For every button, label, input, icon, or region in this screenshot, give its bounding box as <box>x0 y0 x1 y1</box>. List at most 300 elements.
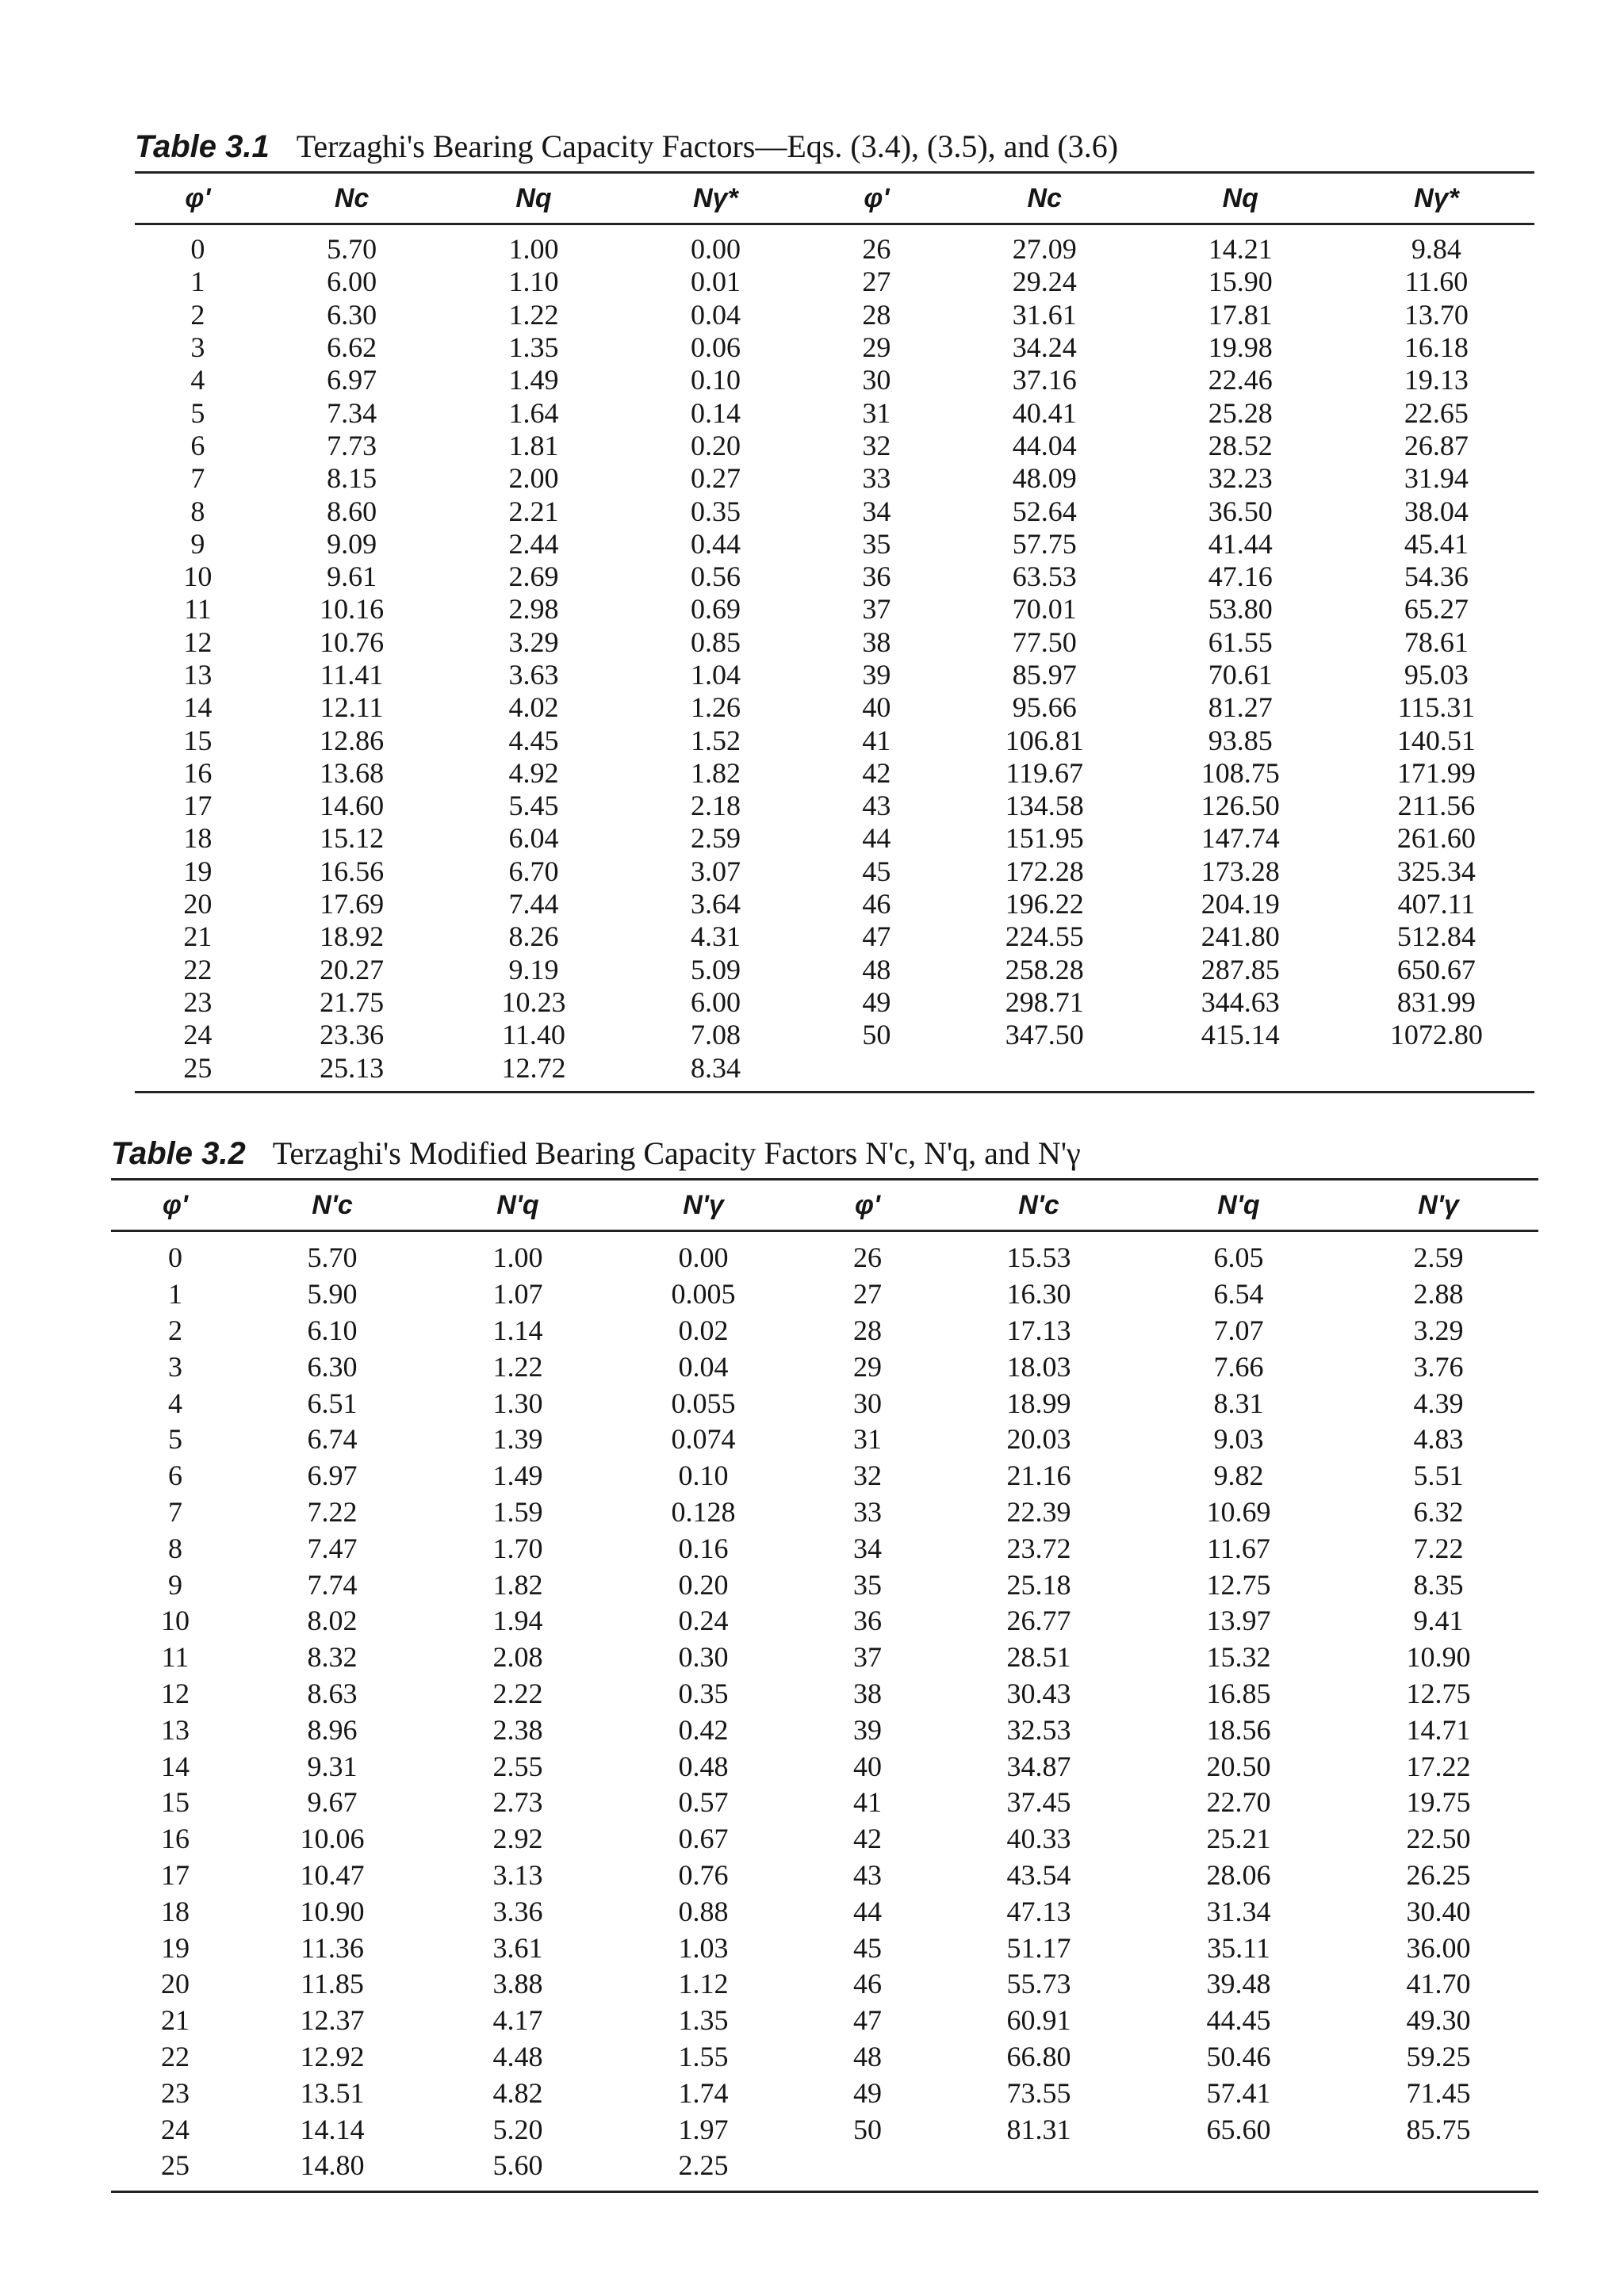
table-cell: 0.85 <box>690 626 741 658</box>
table-cell: 18.03 <box>1006 1350 1071 1383</box>
table-row <box>135 855 1534 888</box>
table-cell: 1.03 <box>678 1931 729 1964</box>
column-header: φ' <box>135 173 261 224</box>
table-cell: 41.44 <box>1208 527 1273 560</box>
table-cell: 2.18 <box>690 790 741 822</box>
table-cell: 13 <box>183 659 213 691</box>
table-cell: 77.50 <box>1012 626 1077 658</box>
table-cell: 71.45 <box>1406 2076 1471 2109</box>
table-cell: 0.04 <box>690 298 741 331</box>
table-3-2-grid <box>111 1178 1538 2193</box>
table-cell: 22.46 <box>1208 364 1273 396</box>
table-cell: 34.24 <box>1012 331 1077 364</box>
column-header: N'c <box>939 1180 1139 1231</box>
table-cell: 2.44 <box>508 527 559 560</box>
table-cell <box>796 2148 939 2191</box>
table-cell: 32.53 <box>1006 1713 1071 1746</box>
table-cell: 55.73 <box>1006 1968 1071 2000</box>
table-cell: 0.00 <box>678 1242 729 1274</box>
table-cell: 28.06 <box>1206 1858 1271 1891</box>
table-cell: 9.84 <box>1411 233 1461 266</box>
table-cell: 36 <box>862 561 891 593</box>
table-cell: 41.70 <box>1406 1968 1471 2000</box>
table-cell: 24 <box>183 1019 213 1051</box>
table-cell: 2.25 <box>611 2148 796 2191</box>
table-cell: 25 <box>135 1051 261 1092</box>
column-header: Nγ* <box>1339 173 1534 224</box>
table-cell: 1.30 <box>492 1387 543 1419</box>
table-cell <box>1339 2148 1538 2191</box>
table-cell: 4.45 <box>508 724 559 756</box>
column-header: Nq <box>442 173 624 224</box>
table-cell: 50 <box>862 1019 891 1051</box>
table-cell: 4.17 <box>492 2004 543 2037</box>
table-cell: 7.44 <box>508 888 559 920</box>
table-cell: 63.53 <box>1012 561 1077 593</box>
table-row <box>111 1893 1538 1930</box>
table-cell: 81.27 <box>1208 691 1273 724</box>
table-cell: 17.13 <box>1006 1314 1071 1346</box>
table-cell: 2.08 <box>492 1641 543 1674</box>
table-cell: 5.60 <box>425 2148 611 2191</box>
table-cell: 3.29 <box>1413 1314 1464 1346</box>
table-cell: 37.45 <box>1006 1786 1071 1819</box>
table-cell: 4.31 <box>690 920 741 953</box>
table-row <box>135 691 1534 724</box>
table-cell: 13.97 <box>1206 1605 1271 1637</box>
table-cell: 287.85 <box>1201 953 1280 985</box>
table-cell: 6.74 <box>307 1423 358 1456</box>
table-cell: 6.54 <box>1213 1278 1264 1311</box>
table-cell: 41 <box>853 1786 882 1819</box>
table-cell: 36.00 <box>1406 1931 1471 1964</box>
table-cell: 1.22 <box>492 1350 543 1383</box>
table-cell: 14 <box>183 691 213 724</box>
table-cell: 831.99 <box>1396 985 1476 1018</box>
table-cell: 6.10 <box>307 1314 358 1346</box>
table-cell: 7.34 <box>327 396 377 429</box>
table-3-1 <box>135 127 1534 1093</box>
table-cell: 15 <box>161 1786 190 1819</box>
table-cell: 20.03 <box>1006 1423 1071 1456</box>
table-cell: 2.00 <box>508 462 559 495</box>
table-cell: 7.08 <box>690 1019 741 1051</box>
table-cell: 40 <box>862 691 891 724</box>
table-row <box>111 2111 1538 2148</box>
table-cell: 0.14 <box>690 396 741 429</box>
table-cell: 41 <box>862 724 891 756</box>
table-cell: 0.30 <box>678 1641 729 1674</box>
table-cell: 8.32 <box>307 1641 358 1674</box>
table-cell: 10.23 <box>501 985 566 1018</box>
table-cell: 7.73 <box>327 429 377 461</box>
table-cell: 6.30 <box>327 298 377 331</box>
table-cell: 16 <box>161 1823 190 1855</box>
table-cell: 37 <box>853 1641 882 1674</box>
table-cell: 8.31 <box>1213 1387 1264 1419</box>
table-cell: 47 <box>853 2004 882 2037</box>
table-cell: 134.58 <box>1005 790 1084 822</box>
table-cell: 7.66 <box>1213 1350 1264 1383</box>
table-cell: 48 <box>862 953 891 985</box>
table-row <box>135 224 1534 266</box>
table-cell: 2.59 <box>1413 1242 1464 1274</box>
table-row <box>111 1231 1538 1276</box>
table-cell: 10 <box>183 561 213 593</box>
table-cell: 0.04 <box>678 1350 729 1383</box>
table-cell: 22.50 <box>1406 1823 1471 1855</box>
table-cell: 3.63 <box>508 659 559 691</box>
table-cell: 20 <box>183 888 213 920</box>
table-cell: 22.65 <box>1404 396 1469 429</box>
table-cell: 0.35 <box>690 495 741 527</box>
table-cell: 0 <box>190 233 205 266</box>
table-cell: 8.34 <box>625 1051 806 1092</box>
table-row <box>135 430 1534 462</box>
table-cell: 6.30 <box>307 1350 358 1383</box>
table-cell: 26 <box>853 1242 882 1274</box>
table-row <box>135 790 1534 822</box>
table-cell: 4.83 <box>1413 1423 1464 1456</box>
table-cell: 26.25 <box>1406 1858 1471 1891</box>
table-cell: 3.76 <box>1413 1350 1464 1383</box>
table-cell: 30.40 <box>1406 1895 1471 1927</box>
table-cell: 0.35 <box>678 1677 729 1709</box>
table-cell: 0.48 <box>678 1750 729 1782</box>
table-row <box>135 724 1534 756</box>
table-row <box>135 331 1534 364</box>
table-cell: 3.88 <box>492 1968 543 2000</box>
column-header: Nq <box>1143 173 1339 224</box>
table-cell: 50 <box>853 2113 882 2145</box>
table-cell: 224.55 <box>1005 920 1084 953</box>
table-cell: 30 <box>862 364 891 396</box>
table-cell: 298.71 <box>1005 985 1084 1018</box>
table-row <box>135 299 1534 331</box>
table-cell: 5.90 <box>307 1278 358 1311</box>
table-cell: 2.73 <box>492 1786 543 1819</box>
table-cell: 2.59 <box>690 822 741 855</box>
table-cell: 10.16 <box>320 593 385 626</box>
table-cell: 1.97 <box>678 2113 729 2145</box>
table-cell: 13.68 <box>320 756 385 789</box>
table-cell: 78.61 <box>1404 626 1469 658</box>
table-cell: 60.91 <box>1006 2004 1071 2037</box>
table-cell: 2.88 <box>1413 1278 1464 1311</box>
table-cell: 19 <box>183 855 213 887</box>
table-cell: 53.80 <box>1208 593 1273 626</box>
table-cell: 6.51 <box>307 1387 358 1419</box>
table-cell: 42 <box>862 756 891 789</box>
table-cell: 5.51 <box>1413 1460 1464 1492</box>
table-cell: 57.75 <box>1012 527 1077 560</box>
table-cell: 12 <box>183 626 213 658</box>
table-cell: 5.70 <box>307 1242 358 1274</box>
table-row <box>135 920 1534 953</box>
table-cell: 11 <box>184 593 212 626</box>
table-cell: 40 <box>853 1750 882 1782</box>
table-cell: 11.36 <box>301 1931 364 1964</box>
table-cell: 35.11 <box>1207 1931 1270 1964</box>
table-cell: 6 <box>168 1460 182 1492</box>
table-cell: 0.10 <box>690 364 741 396</box>
table-cell: 95.66 <box>1012 691 1077 724</box>
table-cell: 12.72 <box>442 1051 624 1092</box>
table-cell: 66.80 <box>1006 2040 1071 2072</box>
table-cell: 39.48 <box>1206 1968 1271 2000</box>
table-cell: 3.13 <box>492 1858 543 1891</box>
table-cell: 47 <box>862 920 891 953</box>
table-row <box>111 1385 1538 1422</box>
table-cell <box>1339 1051 1534 1092</box>
table-row <box>135 822 1534 855</box>
table-cell: 14.21 <box>1208 233 1273 266</box>
table-cell: 22.39 <box>1006 1495 1071 1528</box>
table-cell: 23.36 <box>320 1019 385 1051</box>
table-cell: 5 <box>168 1423 182 1456</box>
table-cell: 7.22 <box>307 1495 358 1528</box>
table-cell: 173.28 <box>1201 855 1280 887</box>
table-3-2-number: Table 3.2 <box>111 1136 246 1171</box>
table-row <box>111 1712 1538 1748</box>
table-cell: 5.09 <box>690 953 741 985</box>
table-cell: 45 <box>853 1931 882 1964</box>
table-cell: 10.90 <box>1406 1641 1471 1674</box>
column-header: φ' <box>806 173 947 224</box>
table-cell: 6.00 <box>327 266 377 298</box>
table-cell: 16.56 <box>320 855 385 887</box>
table-cell: 415.14 <box>1201 1019 1280 1051</box>
table-row <box>111 1458 1538 1494</box>
table-cell: 37 <box>862 593 891 626</box>
table-row <box>111 2148 1538 2191</box>
table-cell: 1.04 <box>690 659 741 691</box>
table-cell: 81.31 <box>1006 2113 1071 2145</box>
table-cell: 2.55 <box>492 1750 543 1782</box>
table-cell: 3.61 <box>492 1931 543 1964</box>
table-row <box>111 1349 1538 1385</box>
table-cell: 196.22 <box>1005 888 1084 920</box>
table-cell: 54.36 <box>1404 561 1469 593</box>
table-cell: 261.60 <box>1396 822 1476 855</box>
table-cell: 0.56 <box>690 561 741 593</box>
table-cell: 8.63 <box>307 1677 358 1709</box>
table-cell: 1.07 <box>492 1278 543 1311</box>
table-cell: 344.63 <box>1201 985 1280 1018</box>
table-cell: 11 <box>161 1641 190 1674</box>
table-cell: 70.61 <box>1208 659 1273 691</box>
table-row <box>135 954 1534 986</box>
table-cell: 3.07 <box>690 855 741 887</box>
table-row <box>111 1785 1538 1821</box>
table-row <box>111 1494 1538 1531</box>
table-cell: 44.45 <box>1206 2004 1271 2037</box>
table-cell: 9.41 <box>1413 1605 1464 1637</box>
table-3-2-caption <box>111 1134 1538 1178</box>
table-cell: 18.99 <box>1006 1387 1071 1419</box>
column-header: N'q <box>425 1180 611 1231</box>
table-cell: 35 <box>853 1568 882 1601</box>
table-cell: 9.09 <box>327 527 377 560</box>
table-cell: 38.04 <box>1404 495 1469 527</box>
table-cell: 325.34 <box>1396 855 1476 887</box>
table-cell: 38 <box>862 626 891 658</box>
table-cell: 15 <box>183 724 213 756</box>
table-cell: 3 <box>190 331 205 364</box>
table-cell: 17 <box>183 790 213 822</box>
table-cell: 1.00 <box>508 233 559 266</box>
table-row <box>135 659 1534 691</box>
table-cell: 93.85 <box>1208 724 1273 756</box>
table-cell: 0.06 <box>690 331 741 364</box>
table-cell: 7.74 <box>307 1568 358 1601</box>
table-cell: 3.36 <box>492 1895 543 1927</box>
table-cell: 70.01 <box>1012 593 1077 626</box>
table-cell: 9.82 <box>1213 1460 1264 1492</box>
table-cell: 2 <box>168 1314 182 1346</box>
table-row <box>111 1676 1538 1712</box>
column-header: φ' <box>111 1180 239 1231</box>
table-cell: 21.16 <box>1006 1460 1071 1492</box>
table-cell: 19.98 <box>1208 331 1273 364</box>
table-cell: 126.50 <box>1201 790 1280 822</box>
table-cell: 8.02 <box>307 1605 358 1637</box>
column-header: N'q <box>1139 1180 1339 1231</box>
table-cell: 0.005 <box>671 1278 736 1311</box>
table-row <box>111 1422 1538 1458</box>
table-cell: 12.92 <box>300 2040 365 2072</box>
table-cell: 4.39 <box>1413 1387 1464 1419</box>
table-3-2-body <box>111 1231 1538 2192</box>
table-cell: 1.94 <box>492 1605 543 1637</box>
table-row <box>111 1276 1538 1313</box>
table-cell: 0.16 <box>678 1532 729 1564</box>
table-cell: 0.128 <box>671 1495 736 1528</box>
table-cell: 0 <box>168 1242 182 1274</box>
table-row <box>135 1051 1534 1092</box>
table-cell: 2.92 <box>492 1823 543 1855</box>
table-cell: 59.25 <box>1406 2040 1471 2072</box>
table-cell: 33 <box>862 462 891 495</box>
table-cell: 6.97 <box>327 364 377 396</box>
table-cell: 17.22 <box>1406 1750 1471 1782</box>
table-cell: 1.35 <box>508 331 559 364</box>
table-cell: 34.87 <box>1006 1750 1071 1782</box>
table-row <box>111 1966 1538 2003</box>
table-cell: 258.28 <box>1005 953 1084 985</box>
table-cell: 1 <box>190 266 205 298</box>
table-cell: 31 <box>853 1423 882 1456</box>
table-cell: 45.41 <box>1404 527 1469 560</box>
table-cell: 172.28 <box>1005 855 1084 887</box>
table-3-1-caption <box>135 127 1534 171</box>
table-cell: 8 <box>168 1532 182 1564</box>
table-cell <box>947 1051 1143 1092</box>
table-3-2 <box>111 1134 1538 2193</box>
table-cell: 18 <box>161 1895 190 1927</box>
table-cell: 25.21 <box>1206 1823 1271 1855</box>
table-cell: 47.13 <box>1006 1895 1071 1927</box>
table-row <box>135 396 1534 429</box>
table-cell: 22 <box>183 953 213 985</box>
table-cell: 4.82 <box>492 2076 543 2109</box>
table-cell: 15.90 <box>1208 266 1273 298</box>
table-cell: 28 <box>853 1314 882 1346</box>
table-cell: 8.60 <box>327 495 377 527</box>
table-cell: 512.84 <box>1396 920 1476 953</box>
table-cell: 43 <box>862 790 891 822</box>
table-cell: 36.50 <box>1208 495 1273 527</box>
table-cell: 1 <box>168 1278 182 1311</box>
table-cell: 1.52 <box>690 724 741 756</box>
table-cell: 1.64 <box>508 396 559 429</box>
table-cell: 23.72 <box>1006 1532 1071 1564</box>
table-cell: 30.43 <box>1006 1677 1071 1709</box>
table-cell: 1.12 <box>678 1968 729 2000</box>
table-cell: 1.49 <box>508 364 559 396</box>
table-cell: 115.31 <box>1397 691 1476 724</box>
table-cell: 30 <box>853 1387 882 1419</box>
table-cell: 20.50 <box>1206 1750 1271 1782</box>
table-cell: 16 <box>183 756 213 789</box>
table-cell: 9 <box>190 527 205 560</box>
table-cell: 24 <box>161 2113 190 2145</box>
table-cell: 14.14 <box>300 2113 365 2145</box>
table-cell: 119.67 <box>1005 756 1084 789</box>
table-cell: 43 <box>853 1858 882 1891</box>
table-cell <box>1143 1051 1339 1092</box>
table-cell: 3.64 <box>690 888 741 920</box>
table-cell: 21 <box>183 920 213 953</box>
table-cell: 7.22 <box>1413 1532 1464 1564</box>
table-cell: 37.16 <box>1012 364 1077 396</box>
table-cell: 0.69 <box>690 593 741 626</box>
table-cell: 0.67 <box>678 1823 729 1855</box>
table-cell: 4 <box>168 1387 182 1419</box>
table-cell: 0.88 <box>678 1895 729 1927</box>
table-cell: 49 <box>853 2076 882 2109</box>
table-cell: 10.06 <box>300 1823 365 1855</box>
table-cell: 7 <box>190 462 205 495</box>
table-cell: 15.12 <box>320 822 385 855</box>
table-cell: 39 <box>862 659 891 691</box>
table-cell: 6.00 <box>690 985 741 1018</box>
table-row <box>135 364 1534 396</box>
table-cell: 12.75 <box>1206 1568 1271 1601</box>
table-row <box>135 462 1534 495</box>
table-cell: 11.41 <box>320 659 384 691</box>
table-cell: 1.55 <box>678 2040 729 2072</box>
table-cell: 171.99 <box>1396 756 1476 789</box>
table-cell: 0.055 <box>671 1387 736 1419</box>
table-cell: 0.01 <box>690 266 741 298</box>
table-cell: 13.70 <box>1404 298 1469 331</box>
table-cell: 11.85 <box>301 1968 364 2000</box>
table-cell: 0.42 <box>678 1713 729 1746</box>
table-cell: 25.13 <box>261 1051 442 1092</box>
table-cell: 52.64 <box>1012 495 1077 527</box>
table-cell: 14.60 <box>320 790 385 822</box>
table-row <box>111 1603 1538 1640</box>
table-cell: 46 <box>862 888 891 920</box>
table-cell: 47.16 <box>1208 561 1273 593</box>
table-row <box>111 2003 1538 2039</box>
table-cell: 28.52 <box>1208 429 1273 461</box>
table-cell: 0.02 <box>678 1314 729 1346</box>
table-cell: 42 <box>853 1823 882 1855</box>
table-cell: 18.56 <box>1206 1713 1271 1746</box>
column-header: Nγ* <box>625 173 806 224</box>
